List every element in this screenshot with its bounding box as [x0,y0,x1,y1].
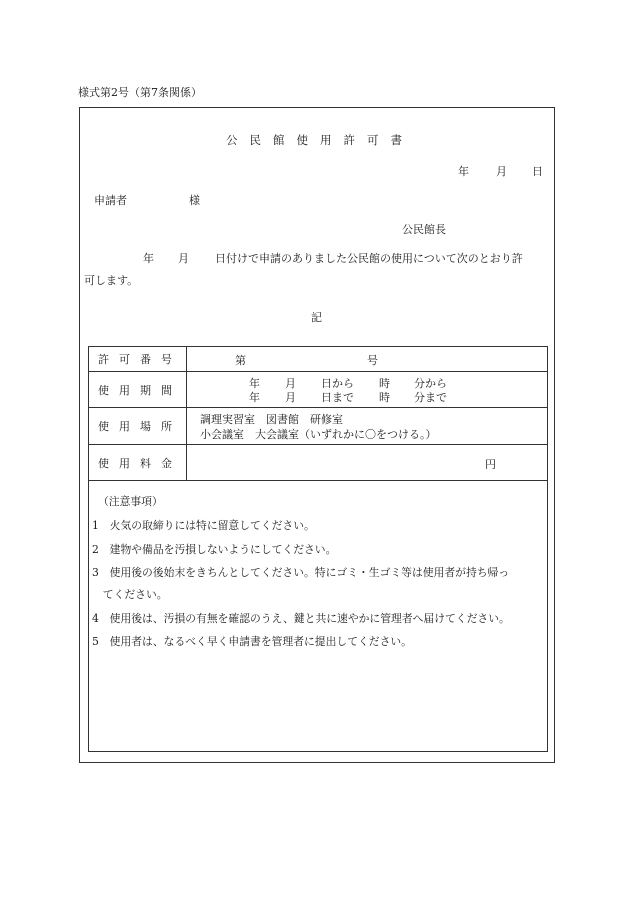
issuer: 公民館長 [402,223,446,236]
body-month: 月 [178,252,189,265]
note-item: 3 使用後の後始末をきちんとしてください。特にゴミ・生ゴミ等は使用者が持ち帰っ [92,566,510,579]
body-year: 年 [143,252,154,265]
date-month: 月 [496,165,507,178]
place-label: 使用場所 [98,420,182,433]
note-item: 4 使用後は、汚損の有無を確認のうえ、鍵と共に速やかに管理者へ届けてください。 [92,612,510,625]
note-item-continuation: てください。 [92,588,168,601]
permit-number-suffix: 号 [367,354,378,367]
document-title: 公民館使用許可書 [226,133,414,147]
period-to-month: 月 [285,391,296,404]
period-to-hour: 時 [379,391,390,404]
date-day: 日 [532,165,543,178]
date-year: 年 [458,165,469,178]
period-from-year: 年 [249,377,260,390]
note-item: 1 火気の取締りには特に留意してください。 [92,519,315,532]
note-item: 5 使用者は、なるべく早く申請書を管理者に提出してください。 [92,635,412,648]
period-from-hour: 時 [379,377,390,390]
table-divider [89,480,547,481]
table-column-divider [186,347,187,480]
fee-unit: 円 [485,458,496,471]
applicant-label: 申請者 [94,194,127,207]
details-table [88,346,548,752]
period-from-month: 月 [285,377,296,390]
period-from-minute: 分から [414,377,447,390]
applicant-honorific: 様 [189,194,200,207]
period-to-day: 日まで [321,391,354,404]
body-text-line2: 可します。 [84,274,139,287]
permit-number-prefix: 第 [235,354,246,367]
period-to-minute: 分まで [414,391,447,404]
place-options-line1: 調理実習室 図書館 研修室 [200,413,343,426]
permit-number-label: 許可番号 [98,353,182,366]
form-number: 様式第2号（第7条関係） [78,86,202,99]
period-from-day: 日から [321,377,354,390]
ki-marker: 記 [311,311,322,324]
body-text-line1: 日付けで申請のありました公民館の使用について次のとおり許 [215,252,523,265]
notes-heading: （注意事項） [98,495,163,508]
place-options-line2: 小会議室 大会議室（いずれかに〇をつける。） [200,428,437,441]
period-label: 使用期間 [98,383,182,397]
period-to-year: 年 [249,391,260,404]
fee-label: 使用料金 [98,456,182,470]
note-item: 2 建物や備品を汚損しないようにしてください。 [92,543,337,556]
